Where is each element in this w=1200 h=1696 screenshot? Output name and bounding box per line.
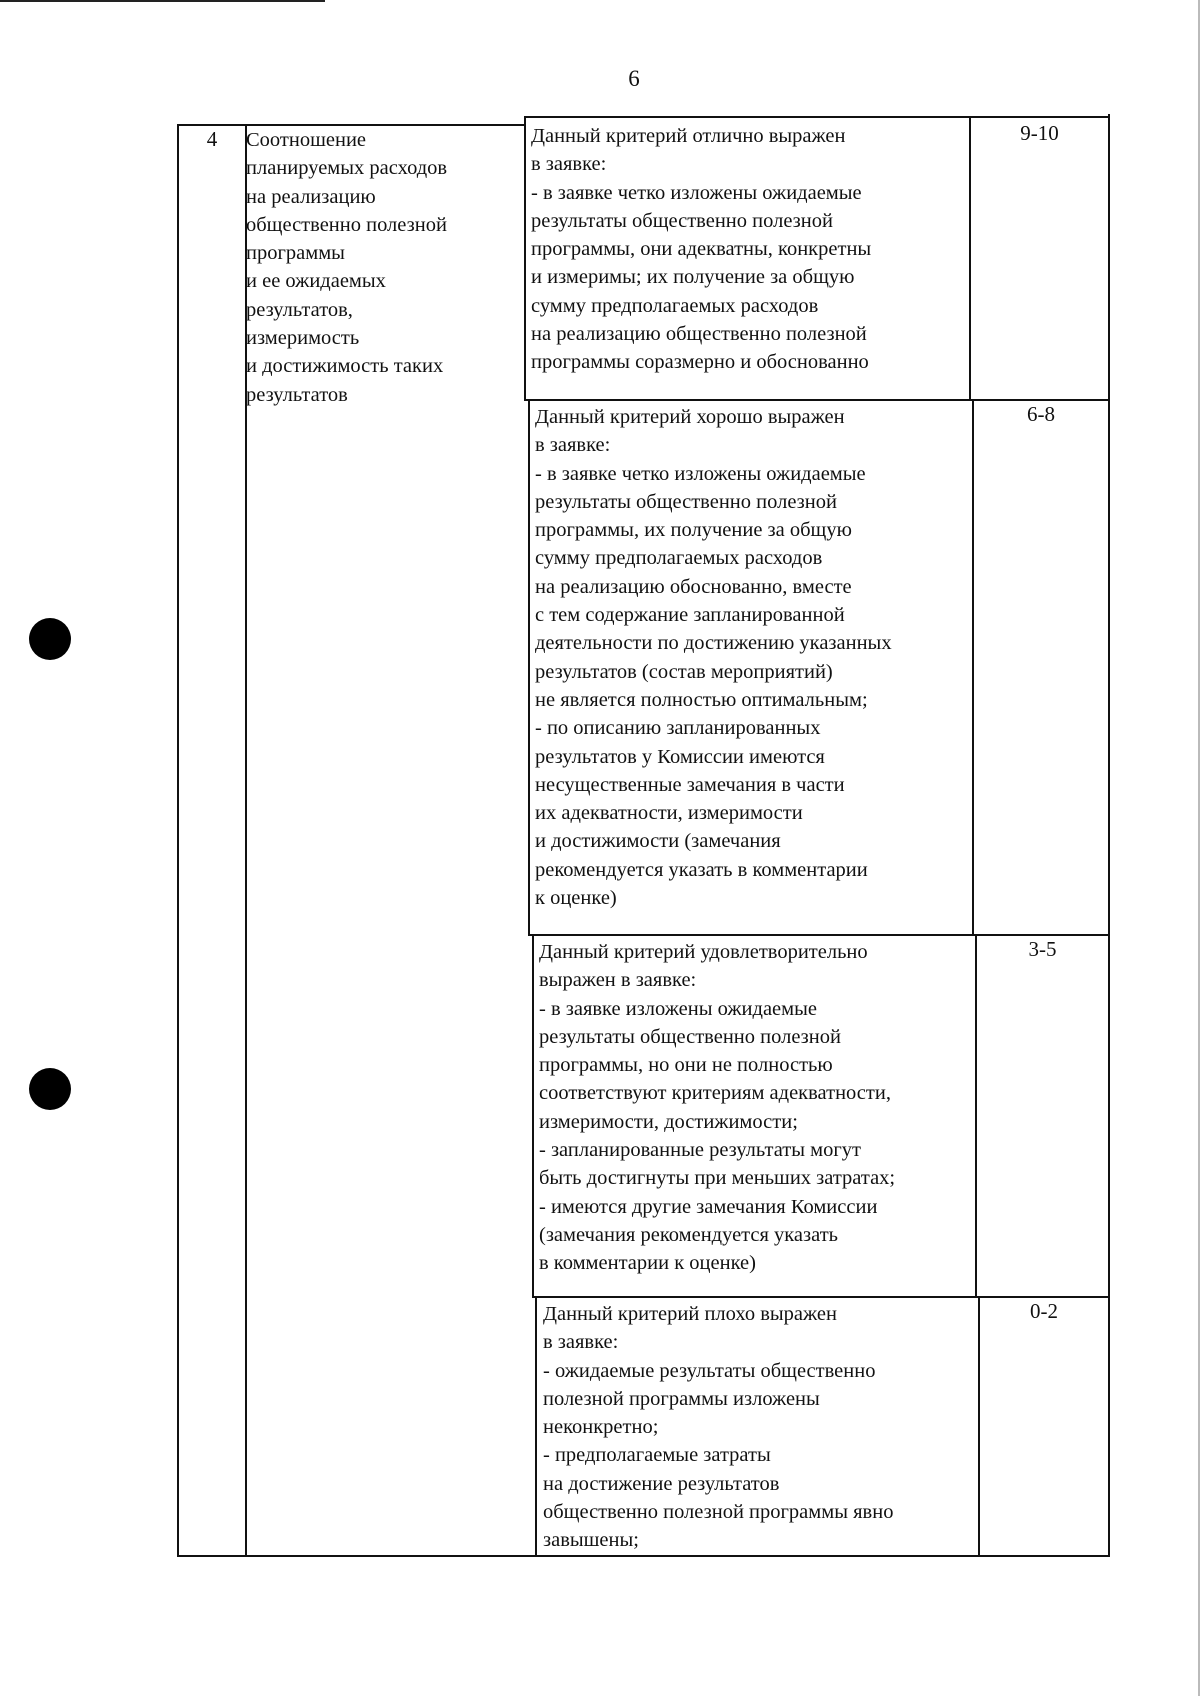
column-divider-3-seg1	[969, 116, 971, 401]
column-divider-3-seg2	[972, 400, 974, 936]
row-divider-3	[532, 1296, 1110, 1298]
level-description-good: Данный критерий хорошо выражен в заявке: - в заявке четко изложены ожидаемые результаты общественно полезной программы, их получение за общую сумму предполагаемых расходов на реализацию обоснованно, вместе с тем содержание запланированной деятельности по достижению указанных результатов (состав мероприятий) не является полностью оптимальным; - по описанию запланированных результатов у Комиссии имеются несущественные замечания в части их адекватности, измеримости и достижимости (замечания рекомендуется указать в комментарии к оценке)	[535, 406, 892, 910]
table-border-top-right	[524, 116, 1110, 118]
criterion-name: Соотношение планируемых расходов на реализацию общественно полезной программы и ее ожидаемых результатов, измеримость и достижимость таких результатов	[246, 129, 448, 406]
column-divider-3-seg3	[975, 935, 977, 1298]
table-border-bottom	[177, 1555, 1110, 1557]
table-border-right	[1108, 114, 1110, 1557]
column-divider-2-seg3	[532, 935, 534, 1298]
column-divider-2-seg2	[528, 400, 530, 936]
column-divider-3-seg4	[978, 1297, 980, 1556]
level-score-excellent: 9-10	[1020, 121, 1059, 145]
scan-artifact-line	[0, 0, 325, 2]
row-number: 4	[206, 127, 218, 151]
page-number: 6	[628, 66, 640, 91]
level-description-poor: Данный критерий плохо выражен в заявке: - ожидаемые результаты общественно полезной программы изложены неконкретно; - предполагаемые затраты на достижение результатов общественно полезной программы явно завышены;	[543, 1303, 894, 1552]
level-description-excellent: Данный критерий отлично выражен в заявке: - в заявке четко изложены ожидаемые результаты общественно полезной программы, они адекватны, конкретны и измеримы; их получение за общую сумму предполагаемых расходов на реализацию общественно полезной программы соразмерно и обоснованно	[531, 125, 872, 374]
level-description-satisfactory: Данный критерий удовлетворительно выражен в заявке: - в заявке изложены ожидаемые результаты общественно полезной программы, но они не полностью соответствуют критериям адекватности, измеримости, достижимости; - запланированные результаты могут быть достигнуты при меньших затратах; - имеются другие замечания Комиссии (замечания рекомендуется указать в комментарии к оценке)	[539, 941, 896, 1275]
column-divider-2-seg4	[535, 1297, 537, 1556]
table-border-left	[177, 124, 179, 1556]
punch-hole-top	[29, 618, 71, 660]
row-divider-1	[524, 399, 1110, 401]
punch-hole-bottom	[29, 1068, 71, 1110]
row-divider-2	[528, 934, 1110, 936]
level-score-satisfactory: 3-5	[1028, 937, 1057, 961]
level-score-poor: 0-2	[1030, 1299, 1058, 1323]
column-divider-2-seg1	[524, 118, 526, 401]
level-score-good: 6-8	[1027, 402, 1055, 426]
